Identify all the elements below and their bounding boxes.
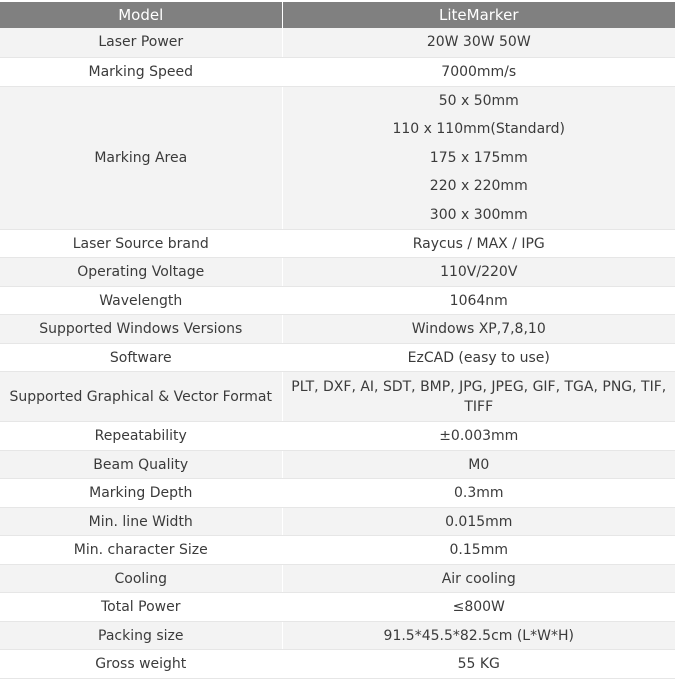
row-value: 0.15mm bbox=[282, 536, 675, 565]
row-label: Cooling bbox=[0, 565, 282, 593]
table-row bbox=[0, 565, 675, 593]
table-row bbox=[0, 230, 675, 258]
table-row bbox=[0, 650, 675, 679]
row-value: EzCAD (easy to use) bbox=[282, 344, 675, 372]
row-value: ±0.003mm bbox=[282, 422, 675, 451]
table-row bbox=[0, 372, 675, 422]
table-row bbox=[0, 287, 675, 315]
row-label: Marking Speed bbox=[0, 57, 282, 86]
table-row bbox=[0, 451, 675, 479]
row-label: Gross weight bbox=[0, 650, 282, 679]
row-label: Wavelength bbox=[0, 287, 282, 315]
table-row bbox=[0, 28, 675, 57]
table-row bbox=[0, 479, 675, 508]
table-row bbox=[0, 57, 675, 86]
row-value: ≤800W bbox=[282, 593, 675, 622]
row-value: Air cooling bbox=[282, 565, 675, 593]
spec-table bbox=[0, 2, 675, 679]
row-label: Operating Voltage bbox=[0, 258, 282, 287]
table-row bbox=[0, 593, 675, 622]
row-label: Packing size bbox=[0, 622, 282, 650]
header-product: LiteMarker bbox=[282, 2, 675, 28]
marking-area-option: 110 x 110mm(Standard) bbox=[392, 121, 566, 137]
row-label: Marking Depth bbox=[0, 479, 282, 508]
row-label: Beam Quality bbox=[0, 451, 282, 479]
table-row bbox=[0, 536, 675, 565]
table-header-row bbox=[0, 2, 675, 28]
table-row bbox=[0, 258, 675, 287]
row-label: Laser Power bbox=[0, 28, 282, 57]
row-value-list bbox=[282, 86, 675, 230]
row-value: 7000mm/s bbox=[282, 57, 675, 86]
row-value: 20W 30W 50W bbox=[282, 28, 675, 57]
row-label: Software bbox=[0, 344, 282, 372]
table-row bbox=[0, 315, 675, 344]
header-model: Model bbox=[0, 2, 282, 28]
row-label: Repeatability bbox=[0, 422, 282, 451]
row-value: 1064nm bbox=[282, 287, 675, 315]
row-value: Windows XP,7,8,10 bbox=[282, 315, 675, 344]
row-label: Min. line Width bbox=[0, 508, 282, 536]
row-label: Marking Area bbox=[0, 86, 282, 230]
row-label: Min. character Size bbox=[0, 536, 282, 565]
table-row bbox=[0, 508, 675, 536]
row-label: Supported Graphical & Vector Format bbox=[0, 372, 282, 422]
row-value: 110V/220V bbox=[282, 258, 675, 287]
marking-area-option: 50 x 50mm bbox=[438, 92, 519, 109]
row-label: Total Power bbox=[0, 593, 282, 622]
table-row bbox=[0, 86, 675, 230]
table-row bbox=[0, 422, 675, 451]
marking-area-option: 220 x 220mm bbox=[429, 178, 528, 194]
marking-area-option: 300 x 300mm bbox=[429, 206, 528, 223]
row-value: 91.5*45.5*82.5cm (L*W*H) bbox=[282, 622, 675, 650]
row-value: 0.3mm bbox=[282, 479, 675, 508]
row-value: M0 bbox=[282, 451, 675, 479]
row-value: 55 KG bbox=[282, 650, 675, 679]
row-value: PLT, DXF, AI, SDT, BMP, JPG, JPEG, GIF, TGA, PNG, TIF, TIFF bbox=[282, 372, 675, 422]
table-row bbox=[0, 344, 675, 372]
row-label: Laser Source brand bbox=[0, 230, 282, 258]
marking-area-option: 175 x 175mm bbox=[429, 149, 528, 166]
row-value: 0.015mm bbox=[282, 508, 675, 536]
row-label: Supported Windows Versions bbox=[0, 315, 282, 344]
row-value: Raycus / MAX / IPG bbox=[282, 230, 675, 258]
table-row bbox=[0, 622, 675, 650]
